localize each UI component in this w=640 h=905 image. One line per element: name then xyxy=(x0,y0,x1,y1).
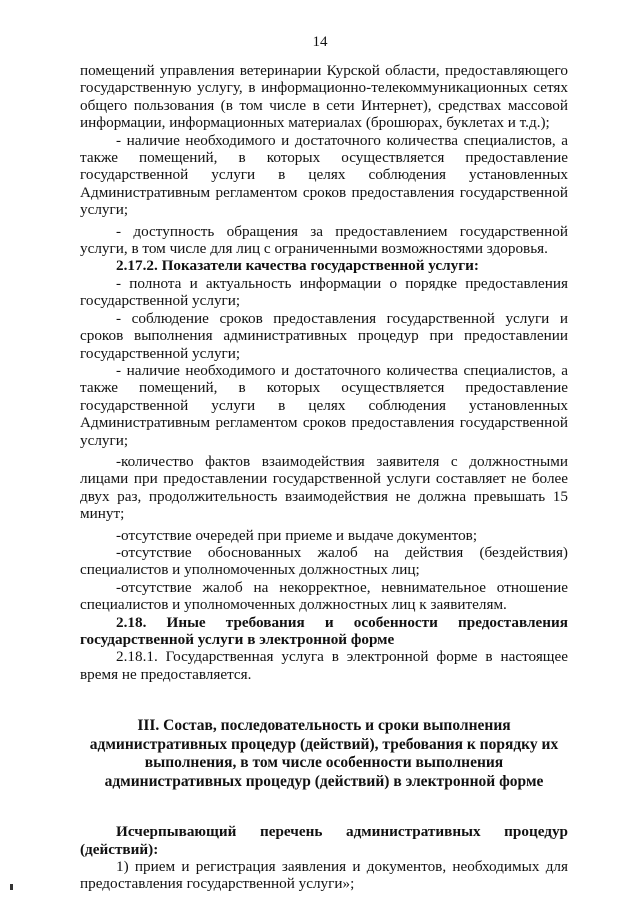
paragraph-no-incorrect-attitude: -отсутствие жалоб на некорректное, невнимательное отношение специалистов и уполномоченных должностных лиц к заявителям. xyxy=(80,578,568,614)
paragraph-interaction-count: -количество фактов взаимодействия заявителя с должностными лицами при предоставлении государственной услуги составляет не более двух раз, продолжительность взаимодействия не должна превышать 15 минут; xyxy=(80,452,568,523)
paragraph-accessibility: - доступность обращения за предоставлением государственной услуги, в том числе для лиц с ограниченными возможностями здоровья. xyxy=(80,222,568,258)
paragraph-no-queues: -отсутствие очередей при приеме и выдаче документов; xyxy=(116,526,478,544)
paragraph-specialists-availability: - наличие необходимого и достаточного количества специалистов, а также помещений, в которых осуществляется предоставление государственной услуги в целях соблюдения установленных Административным регламентом сроков предоставления государственной услуги; xyxy=(80,131,568,219)
paragraph-2-18-1: 2.18.1. Государственная услуга в электронной форме в настоящее время не предоставляется. xyxy=(80,648,568,683)
procedures-list-heading: Исчерпывающий перечень административных процедур (действий): xyxy=(80,823,568,858)
paragraph-info-completeness: - полнота и актуальность информации о порядке предоставления государственной услуги; xyxy=(80,274,568,310)
scan-edge-mark xyxy=(10,884,13,890)
paragraph-info-placement: помещений управления ветеринарии Курской области, предоставляющего государственную услугу, в информационно-телекоммуникационных сетях общего пользования (в том числе в сети Интернет), средствах массовой информации, информационных материалах (брошюрах, буклетах и т.д.); xyxy=(80,62,568,132)
paragraph-specialists-quality: - наличие необходимого и достаточного количества специалистов, а также помещений, в которых осуществляется предоставление государственной услуги в целях соблюдения установленных Административным регламентом сроков предоставления государственной услуги; xyxy=(80,361,568,449)
page-number: 14 xyxy=(312,34,328,50)
paragraph-deadlines: - соблюдение сроков предоставления государственной услуги и сроков выполнения административных процедур при предоставлении государственной услуги; xyxy=(80,309,568,362)
heading-2-18: 2.18. Иные требования и особенности предоставления государственной услуги в электронной форме xyxy=(80,613,568,648)
document-body xyxy=(80,62,568,893)
procedures-list-item-1: 1) прием и регистрация заявления и документов, необходимых для предоставления государственной услуги»; xyxy=(80,858,568,893)
paragraph-no-complaints: -отсутствие обоснованных жалоб на действия (бездействия) специалистов и уполномоченных должностных лиц; xyxy=(80,543,568,579)
section-title-iii: III. Состав, последовательность и сроки выполнения административных процедур (действий), требования к порядку их выполнения, в том числе особенности выполнения административных процедур (действий) в электронной форме xyxy=(89,717,559,790)
heading-2-17-2: 2.17.2. Показатели качества государственной услуги: xyxy=(116,257,479,275)
